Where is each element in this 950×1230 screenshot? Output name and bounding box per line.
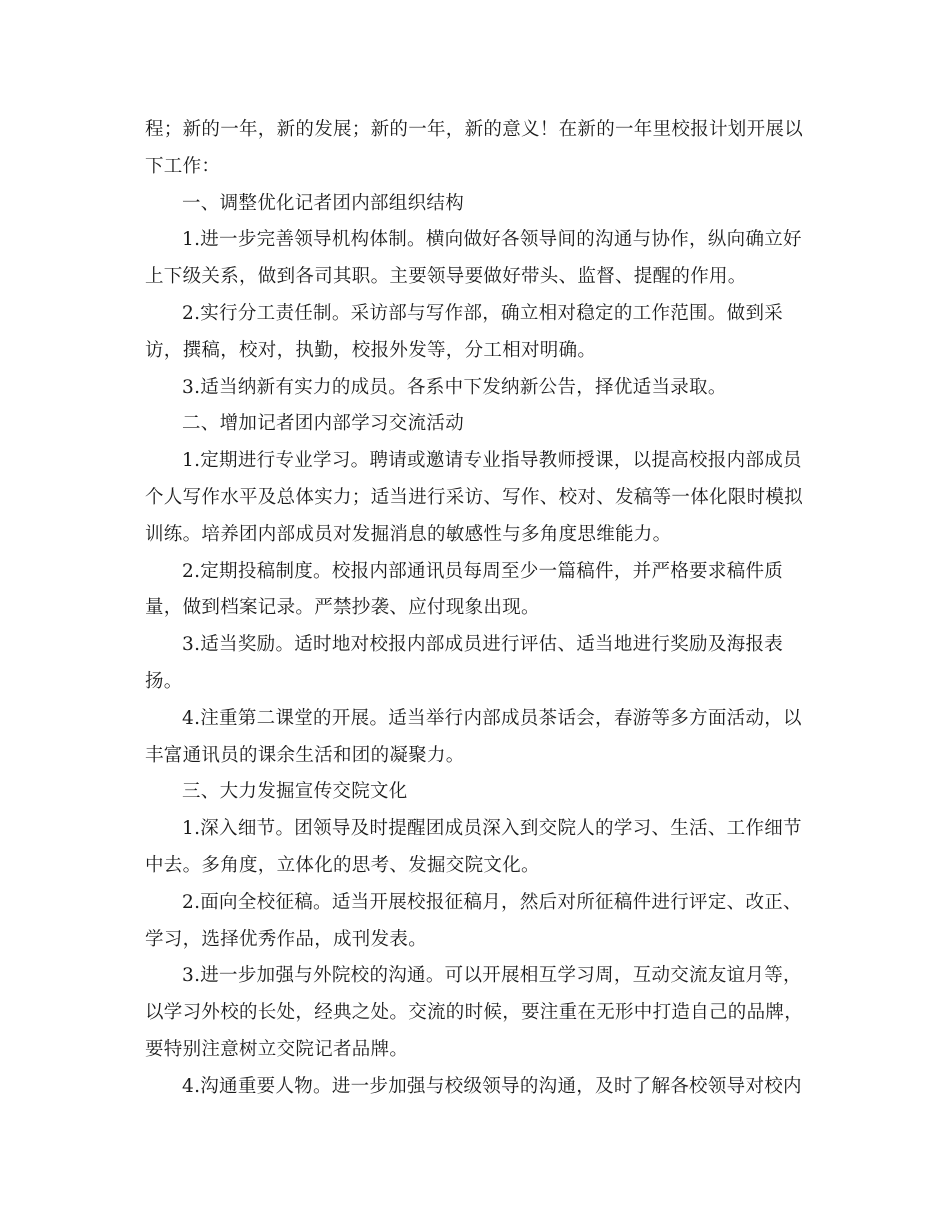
text-line: 3.适当奖励。适时地对校报内部成员进行评估、适当地进行奖励及海报表	[182, 634, 784, 656]
text-line: 2.实行分工责任制。采访部与写作部，确立相对稳定的工作范围。做到采	[182, 302, 784, 324]
text-line: 丰富通讯员的课余生活和团的凝聚力。	[145, 744, 465, 766]
text-line: 1.深入细节。团领导及时提醒团成员深入到交院人的学习、生活、工作细节	[182, 818, 802, 840]
text-line: 2.面向全校征稿。适当开展校报征稿月，然后对所征稿件进行评定、改正、	[182, 891, 802, 913]
text-line: 中去。多角度，立体化的思考、发掘交院文化。	[145, 854, 540, 876]
text-line: 2.定期投稿制度。校报内部通讯员每周至少一篇稿件，并严格要求稿件质	[182, 560, 784, 582]
text-line: 学习，选择优秀作品，成刊发表。	[145, 928, 428, 950]
text-line: 二、增加记者团内部学习交流活动	[182, 413, 465, 435]
text-line: 扬。	[145, 670, 183, 692]
text-line: 4.注重第二课堂的开展。适当举行内部成员茶话会，春游等多方面活动，以	[182, 707, 802, 729]
text-line: 个人写作水平及总体实力；适当进行采访、写作、校对、发稿等一体化限时模拟	[145, 486, 804, 508]
text-line: 量，做到档案记录。严禁抄袭、应付现象出现。	[145, 597, 540, 619]
text-line: 一、调整优化记者团内部组织结构	[182, 192, 465, 214]
text-line: 要特别注意树立交院记者品牌。	[145, 1038, 409, 1060]
document-page	[145, 112, 805, 1106]
text-line: 训练。培养团内部成员对发掘消息的敏感性与多角度思维能力。	[145, 523, 672, 545]
text-line: 1.定期进行专业学习。聘请或邀请专业指导教师授课，以提高校报内部成员	[182, 450, 802, 472]
text-line: 三、大力发掘宣传交院文化	[182, 781, 408, 803]
text-line: 程；新的一年，新的发展；新的一年，新的意义！在新的一年里校报计划开展以	[145, 119, 804, 140]
text-line: 1.进一步完善领导机构体制。横向做好各领导间的沟通与协作，纵向确立好	[182, 229, 802, 251]
text-line: 下工作：	[145, 155, 221, 177]
text-line: 访，撰稿，校对，执勤，校报外发等，分工相对明确。	[145, 339, 597, 361]
text-line: 上下级关系，做到各司其职。主要领导要做好带头、监督、提醒的作用。	[145, 266, 747, 288]
text-line: 4.沟通重要人物。进一步加强与校级领导的沟通，及时了解各校领导对校内	[182, 1075, 802, 1097]
text-line: 3.进一步加强与外院校的沟通。可以开展相互学习周，互动交流友谊月等，	[182, 965, 802, 987]
text-line: 以学习外校的长处，经典之处。交流的时候，要注重在无形中打造自己的品牌，	[145, 1002, 804, 1024]
text-line: 3.适当纳新有实力的成员。各系中下发纳新公告，择优适当录取。	[182, 376, 727, 398]
